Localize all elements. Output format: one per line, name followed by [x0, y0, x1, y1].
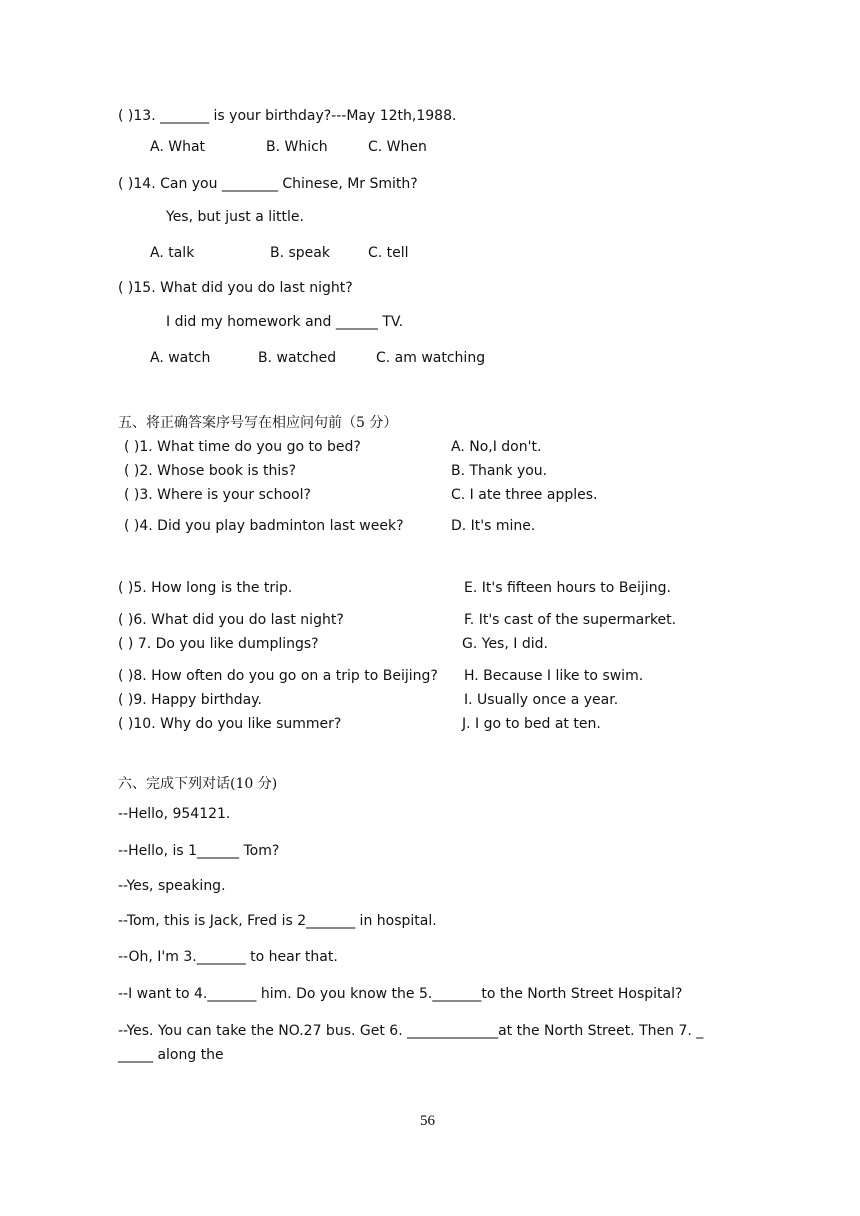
q14-reply: Yes, but just a little. — [166, 209, 304, 225]
dialogue-line: --I want to 4._______ him. Do you know the 5._______to the North Street Hospital? — [118, 986, 683, 1002]
dialogue-line: --Oh, I'm 3._______ to hear that. — [118, 949, 338, 965]
matching-question: ( )5. How long is the trip. — [118, 580, 293, 596]
q14-option-a: A. talk — [150, 245, 195, 261]
matching-answer: D. It's mine. — [451, 518, 536, 534]
q15-line: ( )15. What did you do last night? — [118, 280, 353, 296]
q13-option-b: B. Which — [266, 139, 328, 155]
matching-question: ( )2. Whose book is this? — [124, 463, 297, 479]
matching-question: ( )10. Why do you like summer? — [118, 716, 342, 732]
matching-question: ( )1. What time do you go to bed? — [124, 439, 361, 455]
matching-answer: H. Because I like to swim. — [464, 668, 644, 684]
matching-answer: A. No,I don't. — [451, 439, 542, 455]
q14-line: ( )14. Can you ________ Chinese, Mr Smith? — [118, 176, 418, 192]
q13-line: ( )13. _______ is your birthday?---May 12th,1988. — [118, 108, 457, 124]
matching-answer: C. I ate three apples. — [451, 487, 598, 503]
matching-answer: G. Yes, I did. — [462, 636, 548, 652]
matching-question: ( )9. Happy birthday. — [118, 692, 262, 708]
dialogue-line: --Yes. You can take the NO.27 bus. Get 6. _____________at the North Street. Then 7. _ — [118, 1023, 704, 1039]
q13-option-c: C. When — [368, 139, 427, 155]
q15-option-c: C. am watching — [376, 350, 486, 366]
dialogue-line: --Hello, is 1______ Tom? — [118, 843, 280, 859]
page-number: 56 — [420, 1113, 435, 1129]
q14-option-c: C. tell — [368, 245, 409, 261]
dialogue-line: _____ along the — [118, 1047, 224, 1063]
matching-question: ( )6. What did you do last night? — [118, 612, 344, 628]
dialogue-line: --Yes, speaking. — [118, 878, 226, 894]
matching-question: ( )3. Where is your school? — [124, 487, 311, 503]
matching-question: ( )4. Did you play badminton last week? — [124, 518, 404, 534]
matching-question: ( )8. How often do you go on a trip to Beijing? — [118, 668, 438, 684]
matching-answer: E. It's fifteen hours to Beijing. — [464, 580, 671, 596]
matching-answer: J. I go to bed at ten. — [462, 716, 601, 732]
matching-answer: B. Thank you. — [451, 463, 548, 479]
section6-heading: 六、完成下列对话(10 分) — [118, 776, 278, 792]
section5-heading: 五、将正确答案序号写在相应问句前（5 分） — [118, 415, 398, 431]
q15-reply: I did my homework and ______ TV. — [166, 314, 404, 330]
dialogue-line: --Tom, this is Jack, Fred is 2_______ in hospital. — [118, 913, 437, 929]
dialogue-line: --Hello, 954121. — [118, 806, 231, 822]
matching-answer: F. It's cast of the supermarket. — [464, 612, 677, 628]
q15-option-a: A. watch — [150, 350, 211, 366]
q13-option-a: A. What — [150, 139, 206, 155]
q15-option-b: B. watched — [258, 350, 337, 366]
matching-answer: I. Usually once a year. — [464, 692, 619, 708]
matching-question: ( ) 7. Do you like dumplings? — [118, 636, 319, 652]
q14-option-b: B. speak — [270, 245, 330, 261]
